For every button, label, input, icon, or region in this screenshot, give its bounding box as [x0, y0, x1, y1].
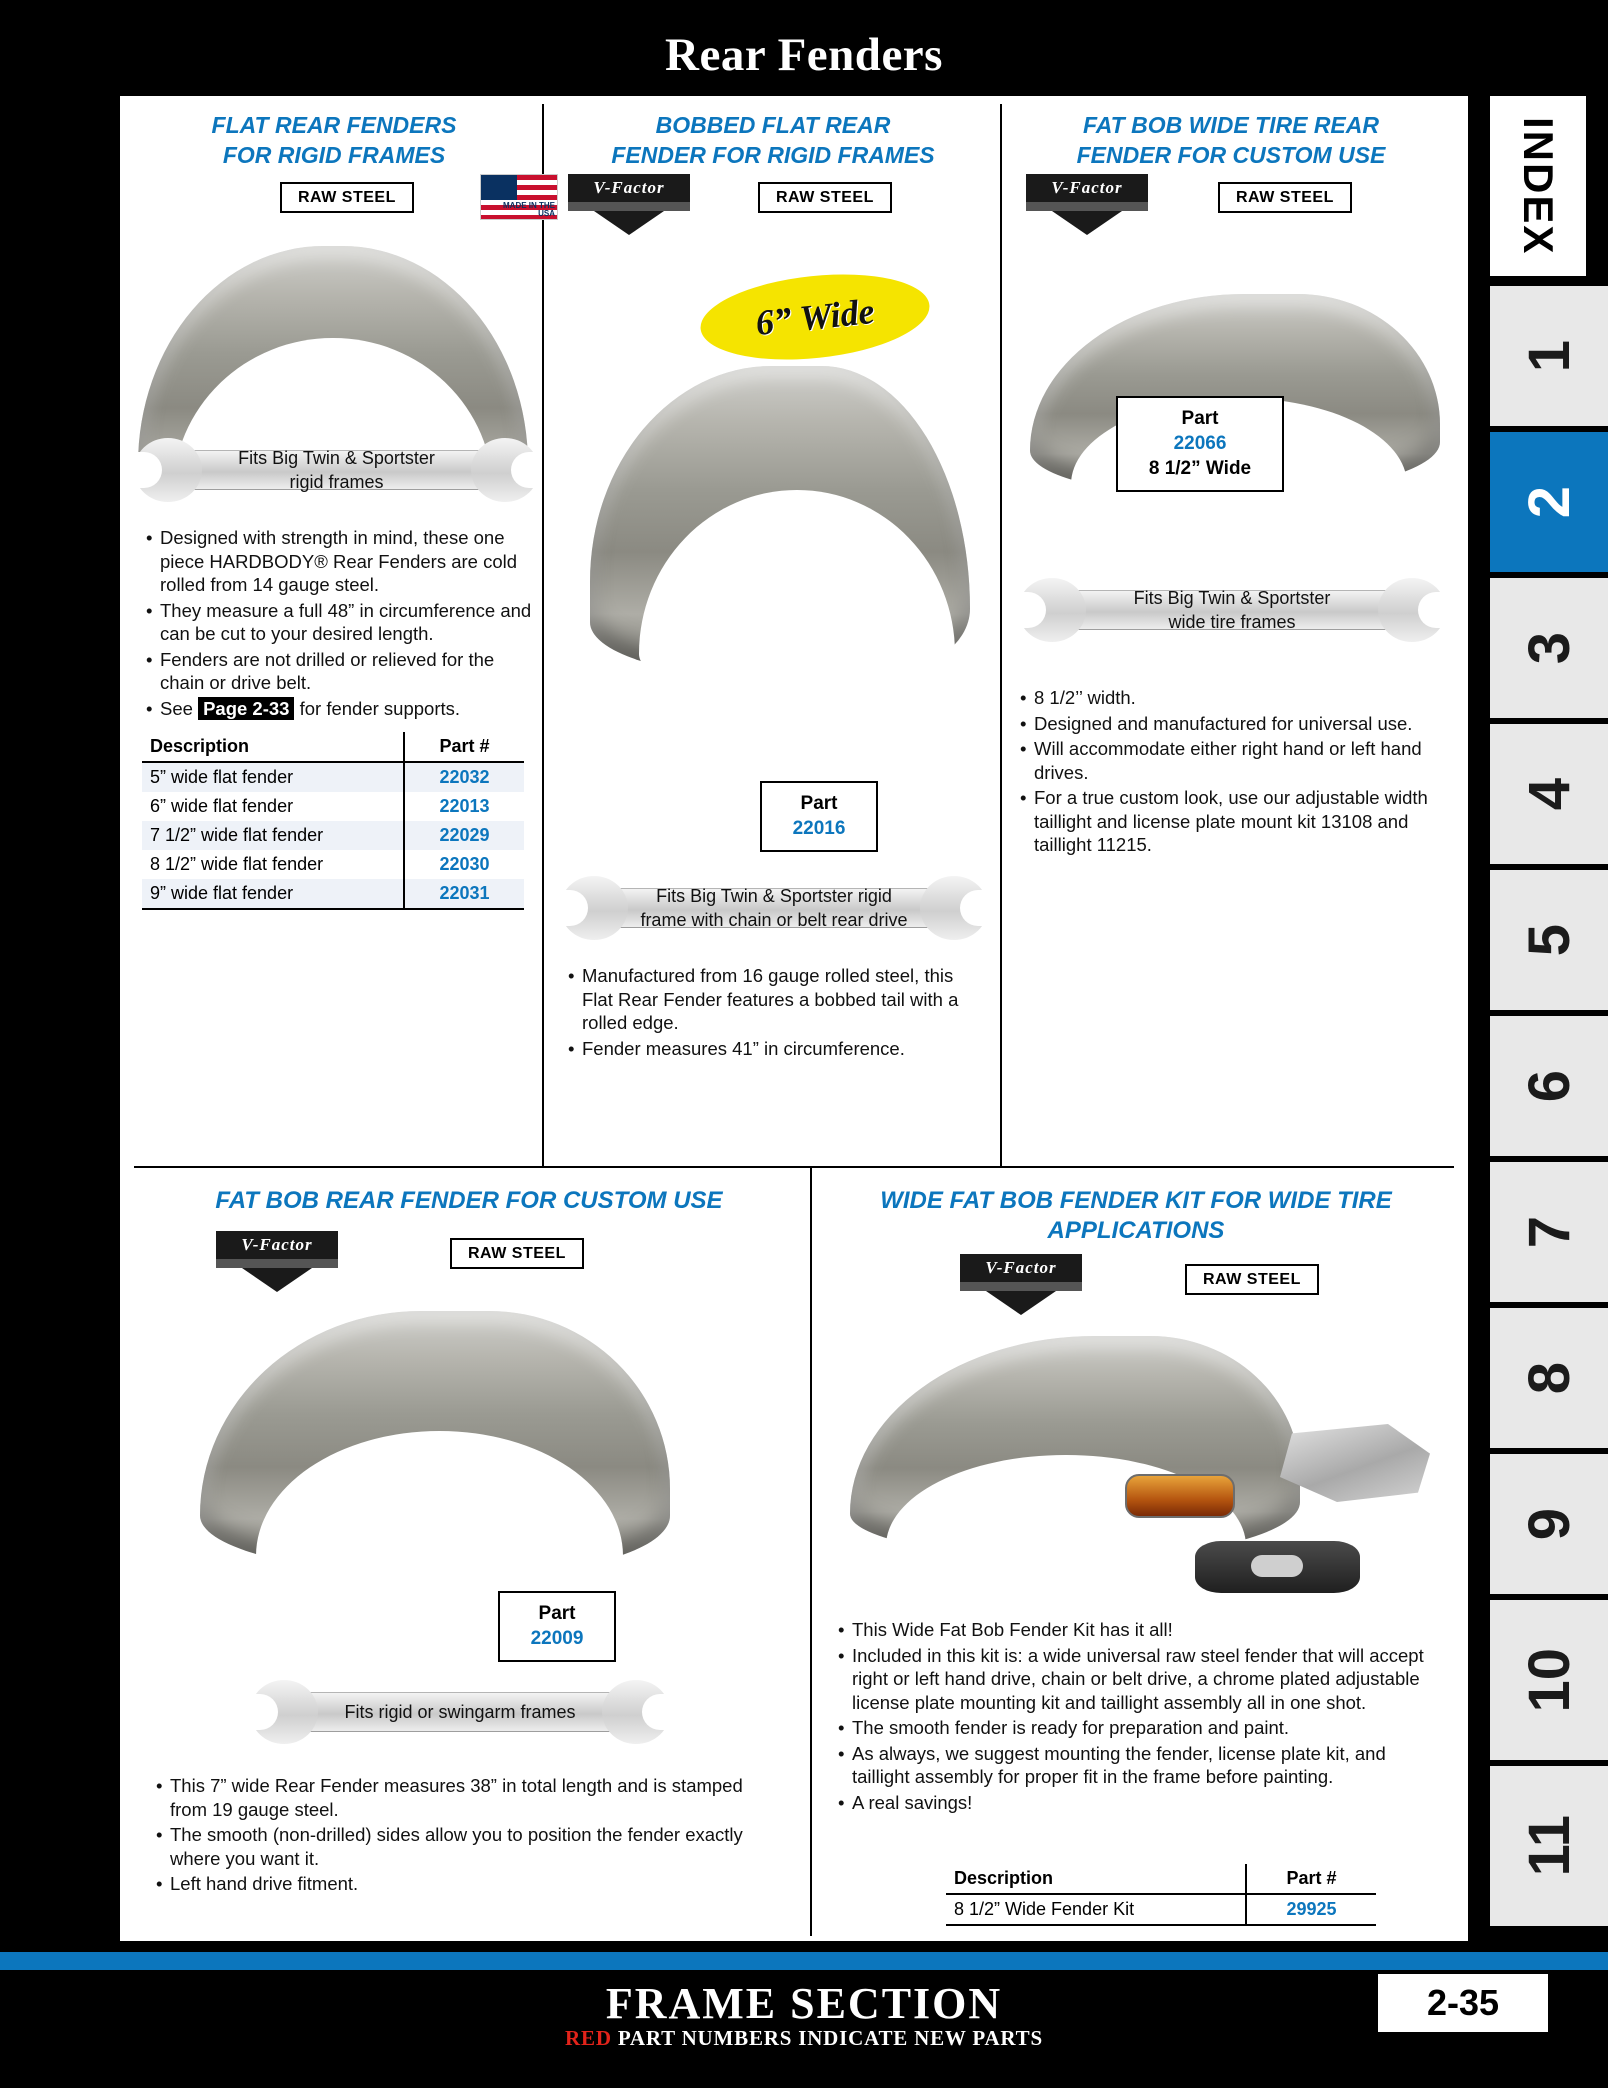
v-factor-logo-icon: V-Factor — [568, 174, 690, 232]
flat-rear-raw-steel-badge: RAW STEEL — [280, 182, 414, 213]
index-tab-3[interactable]: 3 — [1490, 578, 1608, 718]
v-factor-logo-icon: V-Factor — [960, 1254, 1082, 1312]
table-header-row: Description Part # — [946, 1864, 1376, 1894]
index-tab-4[interactable]: 4 — [1490, 724, 1608, 864]
flat-rear-parts-table — [142, 732, 524, 910]
fat-bob-custom-fender-image — [200, 1311, 670, 1571]
six-inch-wide-callout: 6” Wide — [696, 264, 933, 370]
footer-note-red: RED — [565, 2026, 612, 2050]
divider-vertical-1 — [542, 104, 544, 1166]
table-row: 7 1/2” wide flat fender 22029 — [142, 821, 524, 850]
bobbed-raw-steel-badge: RAW STEEL — [758, 182, 892, 213]
footer-note-rest: PART NUMBERS INDICATE NEW PARTS — [611, 2026, 1043, 2050]
footer-note — [0, 2026, 1608, 2051]
index-tab-10[interactable]: 10 — [1490, 1600, 1608, 1760]
flat-rear-bullet-pageref: • See Page 2-33 for fender supports. — [144, 697, 534, 721]
index-tab-7[interactable]: 7 — [1490, 1162, 1608, 1302]
fat-bob-wide-heading: FAT BOB WIDE TIRE REAR FENDER FOR CUSTOM USE — [1076, 112, 1386, 168]
fat-bob-custom-raw-steel-badge: RAW STEEL — [450, 1238, 584, 1269]
page-title: Rear Fenders — [665, 29, 943, 81]
bobbed-fender-image — [590, 366, 970, 676]
flat-rear-bullets: • Designed with strength in mind, these one piece HARDBODY® Rear Fenders are cold rolled from 14 gauge steel. • They measure a full 48” in circumference and can be cut to your desired length. • Fenders are not drilled or relieved for the chain or drive belt. • See Page 2-33 for fender supports. — [144, 526, 534, 722]
fat-bob-custom-heading: FAT BOB REAR FENDER FOR CUSTOM USE — [215, 1187, 723, 1214]
footer-accent-bar — [0, 1952, 1608, 1970]
wide-kit-heading: WIDE FAT BOB FENDER KIT FOR WIDE TIRE APPLICATIONS — [880, 1187, 1392, 1244]
bobbed-bullets: • Manufactured from 16 gauge rolled steel, this Flat Rear Fender features a bobbed tail with a rolled edge. • Fender measures 41” in circumference. — [566, 964, 976, 1062]
license-plate-bracket-image — [1280, 1424, 1430, 1502]
v-factor-logo-icon: V-Factor — [216, 1231, 338, 1289]
index-tab-11[interactable]: 11 — [1490, 1766, 1608, 1926]
flat-rear-heading: FLAT REAR FENDERS FOR RIGID FRAMES — [211, 112, 457, 168]
footer-title: FRAME SECTION — [605, 1979, 1003, 2028]
fat-bob-custom-fitment-wrench: Fits rigid or swingarm frames — [250, 1678, 670, 1746]
fat-bob-custom-part-box: Part 22009 — [498, 1591, 616, 1662]
bobbed-fitment-wrench: Fits Big Twin & Sportster rigid frame with chain or belt rear drive — [560, 874, 988, 942]
table-row: 6” wide flat fender 22013 — [142, 792, 524, 821]
section-fat-bob-custom — [144, 1186, 794, 1216]
table-row: 5” wide flat fender 22032 — [142, 762, 524, 792]
section-wide-fat-bob-kit — [826, 1186, 1446, 1246]
fat-bob-custom-bullets: • This 7” wide Rear Fender measures 38” in total length and is stamped from 19 gauge steel. • The smooth (non-drilled) sides allow you to position the fender exactly where you want it. • Left hand drive fitment. — [154, 1774, 784, 1898]
fat-bob-wide-raw-steel-badge: RAW STEEL — [1218, 182, 1352, 213]
flat-rear-fitment-wrench: Fits Big Twin & Sportster rigid frames — [134, 436, 539, 504]
flag-text-line1: MADE IN THE — [503, 201, 555, 210]
index-tab-5[interactable]: 5 — [1490, 870, 1608, 1010]
page-content — [120, 96, 1468, 1941]
bobbed-part-box: Part 22016 — [760, 781, 878, 852]
wide-kit-parts-table — [946, 1864, 1376, 1926]
v-factor-logo-icon: V-Factor — [1026, 174, 1148, 232]
flag-text-line2: USA — [538, 209, 555, 218]
taillight-image — [1125, 1474, 1235, 1518]
index-tab-2[interactable]: 2 — [1490, 432, 1608, 572]
wide-kit-raw-steel-badge: RAW STEEL — [1185, 1264, 1319, 1295]
index-tab-9[interactable]: 9 — [1490, 1454, 1608, 1594]
fat-bob-wide-part-box: Part 22066 8 1/2” Wide — [1116, 396, 1284, 492]
section-flat-rear-fenders — [134, 110, 534, 170]
divider-vertical-3 — [810, 1166, 812, 1936]
made-in-usa-flag-icon — [480, 174, 558, 220]
fat-bob-wide-fitment-wrench: Fits Big Twin & Sportster wide tire frames — [1018, 576, 1446, 644]
page-reference-link[interactable]: Page 2-33 — [198, 697, 294, 720]
bobbed-heading: BOBBED FLAT REAR FENDER FOR RIGID FRAMES — [611, 112, 935, 168]
index-tab-1[interactable]: 1 — [1490, 286, 1608, 426]
wide-kit-fender-image — [850, 1336, 1300, 1556]
divider-horizontal — [134, 1166, 1454, 1168]
wide-kit-bullets: • This Wide Fat Bob Fender Kit has it all! • Included in this kit is: a wide universal raw steel fender that will accept right or left hand drive, chain or belt drive, a chrome plated adjustable license plate mounting kit and taillight assembly all in one shot. • The smooth fender is ready for preparation and paint. • As always, we suggest mounting the fender, license plate kit, and taillight assembly for proper fit in the frame before painting. • A real savings! — [836, 1618, 1448, 1816]
fat-bob-wide-bullets: • 8 1/2’’ width. • Designed and manufactured for universal use. • Will accommodate either right hand or left hand drives. • For a true custom look, use our adjustable width taillight and license plate mount kit 13108 and taillight 11215. — [1018, 686, 1438, 859]
table-header-row: Description Part # — [142, 732, 524, 762]
table-row: 8 1/2” wide flat fender 22030 — [142, 850, 524, 879]
license-plate-mount-image — [1195, 1541, 1360, 1593]
index-rail — [1468, 96, 1608, 1941]
section-bobbed-flat-rear — [560, 110, 986, 170]
page-number: 2-35 — [1378, 1974, 1548, 2032]
divider-vertical-2 — [1000, 104, 1002, 1166]
index-tab-6[interactable]: 6 — [1490, 1016, 1608, 1156]
table-row: 8 1/2” Wide Fender Kit 29925 — [946, 1894, 1376, 1925]
index-label: INDEX — [1490, 96, 1586, 276]
section-fat-bob-wide-tire — [1016, 110, 1446, 170]
index-tab-8[interactable]: 8 — [1490, 1308, 1608, 1448]
table-row: 9” wide flat fender 22031 — [142, 879, 524, 909]
